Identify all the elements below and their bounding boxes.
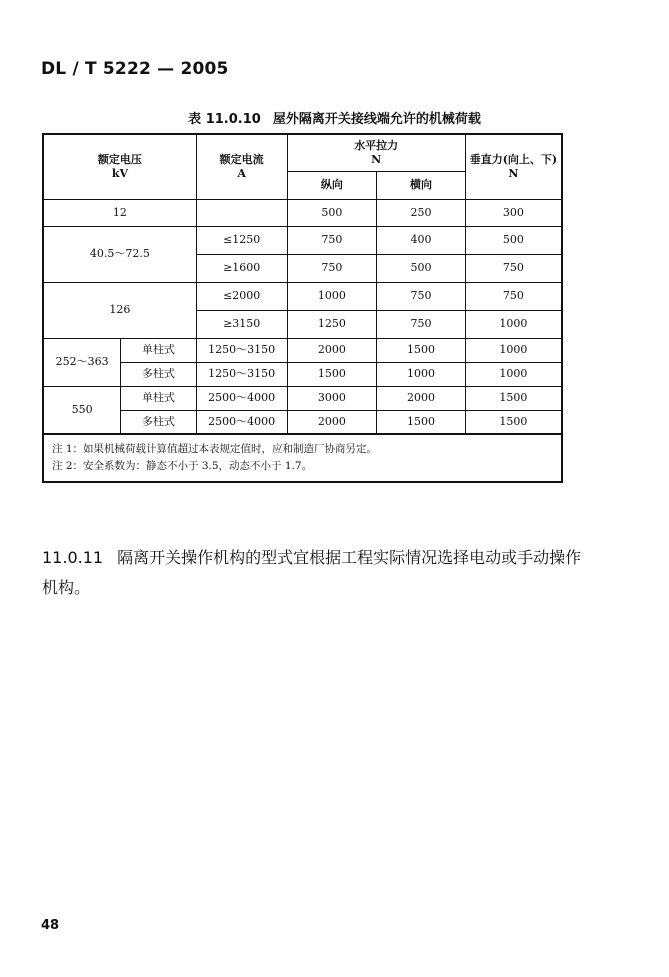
notes-row: [43, 434, 562, 482]
cell-longitudinal: 1000: [287, 282, 377, 310]
cell-current: ≤2000: [196, 282, 287, 310]
header-current: 额定电流 A: [196, 134, 287, 199]
cell-vertical: 1000: [465, 338, 562, 362]
cell-vertical: 1000: [465, 362, 562, 386]
header-row-1: [43, 134, 562, 171]
cell-current: ≥1600: [196, 254, 287, 282]
table-row: [43, 199, 562, 226]
cell-vertical: 300: [465, 199, 562, 226]
cell-voltage: 252～363: [43, 338, 121, 386]
clause-11-0-11: [42, 543, 582, 603]
cell-current: ≥3150: [196, 310, 287, 338]
cell-longitudinal: 2000: [287, 410, 377, 434]
cell-transverse: 750: [377, 310, 466, 338]
cell-voltage: 550: [43, 386, 121, 434]
cell-vertical: 750: [465, 254, 562, 282]
table-row: [43, 410, 562, 434]
table-row: [43, 282, 562, 310]
cell-voltage: 12: [43, 199, 196, 226]
cell-vertical: 1500: [465, 386, 562, 410]
load-table: [42, 133, 563, 483]
cell-transverse: 2000: [377, 386, 466, 410]
header-horizontal: 水平拉力 N: [287, 134, 465, 171]
header-voltage: 额定电压 kV: [43, 134, 196, 199]
note-2: 注 2：安全系数为：静态不小于 3.5，动态不小于 1.7。: [52, 460, 313, 472]
cell-longitudinal: 2000: [287, 338, 377, 362]
table-row: [43, 226, 562, 254]
cell-voltage: 126: [43, 282, 196, 338]
table-caption-title: 屋外隔离开关接线端允许的机械荷载: [272, 112, 481, 127]
cell-vertical: 750: [465, 282, 562, 310]
table-row: [43, 338, 562, 362]
cell-type: 单柱式: [121, 386, 197, 410]
cell-voltage: 40.5～72.5: [43, 226, 196, 282]
cell-longitudinal: 1500: [287, 362, 377, 386]
cell-vertical: 1500: [465, 410, 562, 434]
clause-number: 11.0.11: [42, 548, 104, 567]
cell-transverse: 1500: [377, 410, 466, 434]
cell-current: [196, 199, 287, 226]
clause-text: 隔离开关操作机构的型式宜根据工程实际情况选择电动或手动操作机构。: [42, 548, 582, 597]
cell-transverse: 1500: [377, 338, 466, 362]
table-row: [43, 362, 562, 386]
table-caption-number: 表 11.0.10: [188, 112, 261, 127]
table-notes: [43, 434, 562, 482]
cell-transverse: 500: [377, 254, 466, 282]
cell-transverse: 750: [377, 282, 466, 310]
cell-type: 多柱式: [121, 362, 197, 386]
cell-current: 2500～4000: [196, 386, 287, 410]
cell-current: 1250～3150: [196, 338, 287, 362]
note-1: 注 1：如果机械荷载计算值超过本表规定值时，应和制造厂协商另定。: [52, 443, 378, 455]
cell-vertical: 1000: [465, 310, 562, 338]
header-longitudinal: 纵向: [287, 171, 377, 199]
cell-current: 2500～4000: [196, 410, 287, 434]
cell-longitudinal: 750: [287, 254, 377, 282]
header-vertical: 垂直力(向上、下) N: [465, 134, 562, 199]
cell-longitudinal: 1250: [287, 310, 377, 338]
cell-type: 单柱式: [121, 338, 197, 362]
table-caption: [0, 108, 669, 127]
cell-longitudinal: 500: [287, 199, 377, 226]
table-row: [43, 386, 562, 410]
cell-longitudinal: 3000: [287, 386, 377, 410]
standard-code: DL / T 5222 — 2005: [41, 59, 229, 79]
cell-current: 1250～3150: [196, 362, 287, 386]
cell-transverse: 1000: [377, 362, 466, 386]
cell-current: ≤1250: [196, 226, 287, 254]
page-number: 48: [41, 918, 60, 933]
cell-longitudinal: 750: [287, 226, 377, 254]
cell-type: 多柱式: [121, 410, 197, 434]
cell-vertical: 500: [465, 226, 562, 254]
cell-transverse: 400: [377, 226, 466, 254]
cell-transverse: 250: [377, 199, 466, 226]
header-transverse: 横向: [377, 171, 466, 199]
